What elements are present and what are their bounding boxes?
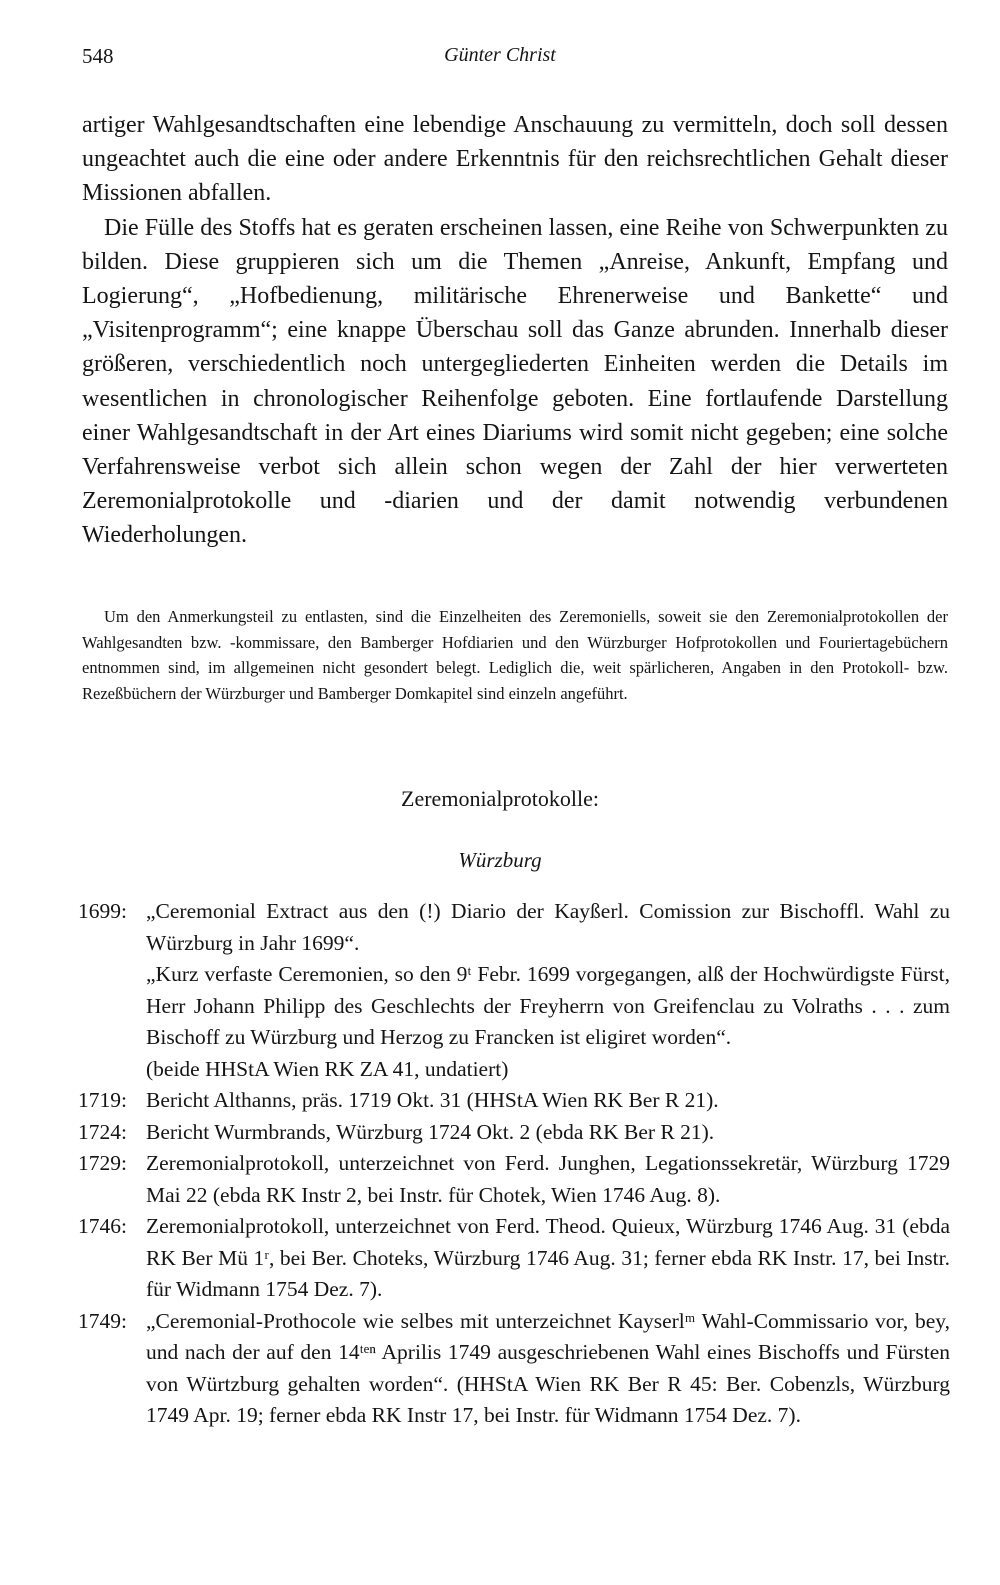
entry-line: Bericht Wurmbrands, Würzburg 1724 Okt. 2 (ebda RK Ber R 21). xyxy=(146,1119,715,1144)
entry-year: 1724: xyxy=(78,1119,127,1144)
entry-year: 1719: xyxy=(78,1088,127,1112)
protocol-entry xyxy=(78,1085,950,1117)
page-header xyxy=(82,44,918,74)
protocol-entry xyxy=(78,1306,950,1432)
entry-year: 1699: xyxy=(78,899,127,923)
section-heading: Zeremonialprotokolle: xyxy=(401,786,599,811)
protocol-entry xyxy=(78,1148,950,1211)
protocol-entry xyxy=(78,896,950,1085)
protocol-entry xyxy=(78,1211,950,1306)
entry-year: 1729: xyxy=(78,1151,127,1175)
entry-line: „Kurz verfaste Ceremonien, so den 9ᵗ Febr. 1699 vorgegangen, alß der Hochwürdigste Fürst, Herr Johann Philipp des Geschlechts der Freyherrn von Greifenclau zu Volraths . . . zum Bischoff zu Würzburg und Herzog zu Francken ist eligiret worden“. xyxy=(146,962,950,1049)
entry-year: 1746: xyxy=(78,1214,127,1238)
entry-body xyxy=(146,1211,950,1306)
entry-body xyxy=(146,896,950,1085)
entry-body xyxy=(146,1148,950,1211)
entry-line: (beide HHStA Wien RK ZA 41, undatiert) xyxy=(146,1056,509,1081)
protocol-list xyxy=(78,896,950,1432)
body-text xyxy=(82,108,948,553)
page-number: 548 xyxy=(82,44,114,68)
paragraph: artiger Wahlgesandtschaften eine lebendige Anschauung zu vermitteln, doch soll dessen ungeachtet auch die eine oder andere Erkenntnis für den reichsrechtlichen Gehalt dieser Missionen abfallen. xyxy=(82,112,948,207)
entry-line: „Ceremonial Extract aus den (!) Diario der Kayßerl. Comission zur Bischoffl. Wahl zu Würzburg in Jahr 1699“. xyxy=(146,899,950,955)
running-head: Günter Christ xyxy=(444,44,556,66)
paragraph: Die Fülle des Stoffs hat es geraten erscheinen lassen, eine Reihe von Schwerpunkten zu bilden. Diese gruppieren sich um die Themen „Anreise, Ankunft, Empfang und Logierung“, „Hofbedienung, militärische Ehrenerweise und Bankette“ und „Visitenprogramm“; eine knappe Überschau soll das Ganze abrunden. Innerhalb dieser größeren, verschiedentlich noch untergegliederten Einheiten werden die Details im wesentlichen in chronologischer Reihenfolge geboten. Eine fortlaufende Darstellung einer Wahlgesandtschaft in der Art eines Diariums wird somit nicht gegeben; eine solche Verfahrensweise verbot sich allein schon wegen der Zahl der hier verwerteten Zeremonialprotokolle und -diarien und der damit notwendig verbundenen Wiederholungen. xyxy=(82,214,948,549)
editorial-note: Um den Anmerkungsteil zu entlasten, sind die Einzelheiten des Zeremoniells, soweit sie den Zeremonialprotokollen der Wahlgesandten bzw. -kommissare, den Bamberger Hofdiarien und den Würzburger Hofprotokollen und Fouriertagebüchern entnommen sind, im allgemeinen nicht gesondert belegt. Lediglich die, weit spärlicheren, Angaben in den Protokoll- bzw. Rezeßbüchern der Würzburger und Bamberger Domkapitel sind einzeln angeführt. xyxy=(82,607,948,703)
entry-body xyxy=(146,1085,950,1117)
entry-body xyxy=(146,1306,950,1432)
entry-line: Bericht Althanns, präs. 1719 Okt. 31 (HHStA Wien RK Ber R 21). xyxy=(146,1088,719,1112)
subheading: Würzburg xyxy=(458,848,542,872)
entry-line: Zeremonialprotokoll, unterzeichnet von Ferd. Theod. Quieux, Würzburg 1746 Aug. 31 (ebda RK Ber Mü 1ʳ, bei Ber. Choteks, Würzburg 1746 Aug. 31; ferner ebda RK Instr. 17, bei Instr. für Widmann 1754 Dez. 7). xyxy=(146,1214,950,1301)
entry-line: „Ceremonial-Prothocole wie selbes mit unterzeichnet Kayserlᵐ Wahl-Commissario vor, bey, und nach der auf den 14ᵗᵉⁿ Aprilis 1749 ausgeschriebenen Wahl eines Bischoffs und Fürsten von Würtzburg gehalten worden“. (HHStA Wien RK Ber R 45: Ber. Cobenzls, Würzburg 1749 Apr. 19; ferner ebda RK Instr 17, bei Instr. für Widmann 1754 Dez. 7). xyxy=(146,1308,950,1427)
protocol-entry xyxy=(78,1117,950,1149)
entry-year: 1749: xyxy=(78,1308,127,1333)
entry-line: Zeremonialprotokoll, unterzeichnet von Ferd. Junghen, Legationssekretär, Würzburg 1729 Mai 22 (ebda RK Instr 2, bei Instr. für Chotek, Wien 1746 Aug. 8). xyxy=(146,1151,950,1207)
entry-body xyxy=(146,1117,950,1149)
